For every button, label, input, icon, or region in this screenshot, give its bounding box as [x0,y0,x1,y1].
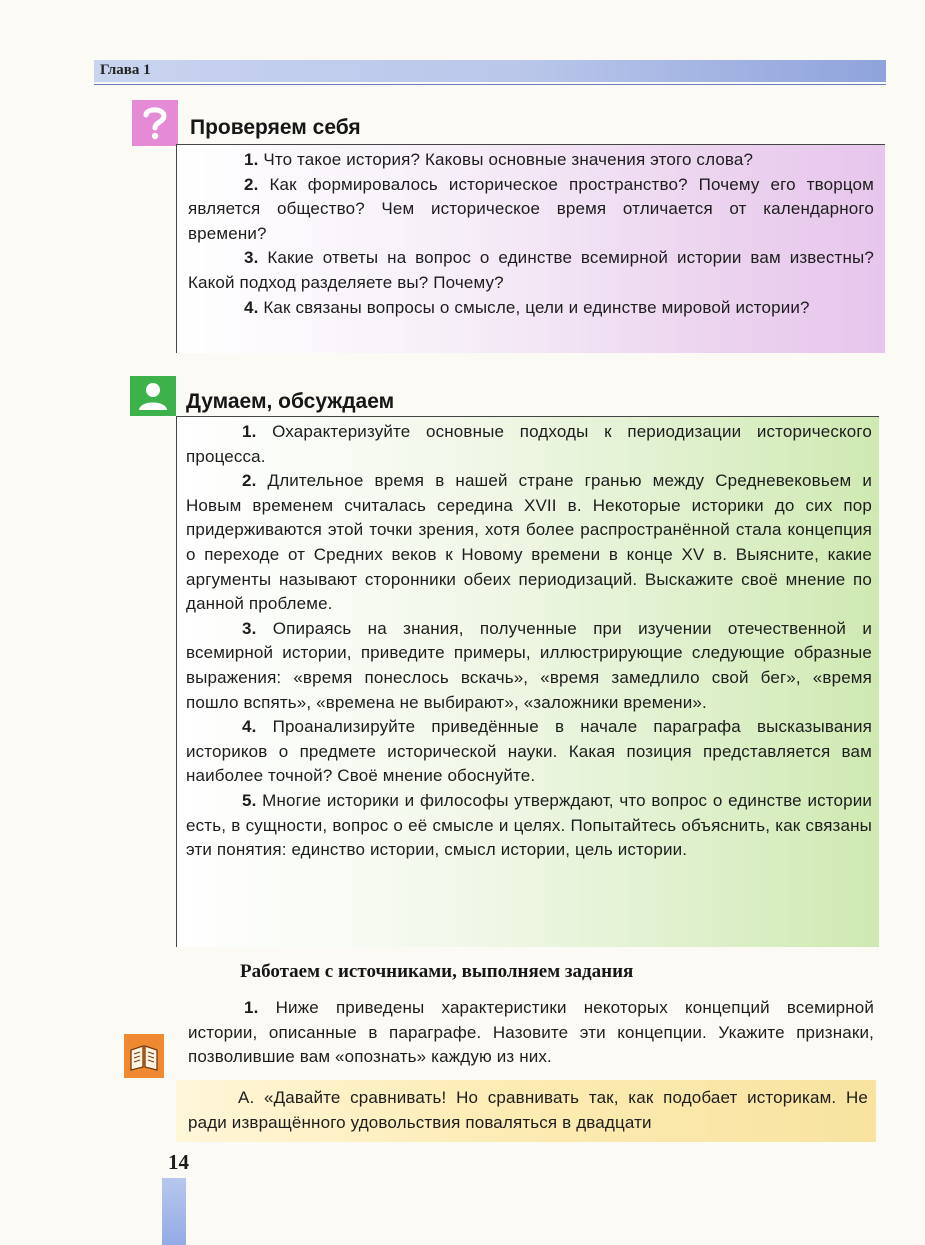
check-section-icon-box [132,100,178,146]
book-icon [128,1040,160,1072]
task-item: 1. Ниже приведены характеристики некоторых концепций всемирной истории, описанные в параграфе. Назовите эти концепции. Укажите признаки, позволившие вам «опознать» каждую из них. [188,998,874,1067]
discuss-questions [186,420,872,863]
page-number: 14 [168,1150,189,1174]
check-section-title: Проверяем себя [190,116,361,139]
sources-section-title: Работаем с источниками, выполняем задания [240,961,634,982]
question-item: 2. Длительное время в нашей стране гранью между Средневековьем и Новым временем считалась середина XVII в. Некоторые историки до сих пор придерживаются этой точки зрения, хотя более распространённой стала концепция о переходе от Средних веков к Новому времени в конце XV в. Выясните, какие аргументы называют сторонники обеих периодизаций. Выскажите своё мнение по данной проблеме. [186,471,872,614]
chapter-header-bar [94,60,886,82]
discuss-section-title: Думаем, обсуждаем [186,390,395,413]
discuss-section-icon-box [130,376,176,416]
question-mark-icon [140,105,170,141]
question-item: 1. Что такое история? Каковы основные значения этого слова? [244,150,754,169]
quote-text: А. «Давайте сравнивать! Но сравнивать так, как подобает историкам. Не ради извращённого удовольствия поваляться в двадцати [188,1088,868,1132]
header-rule [94,84,886,85]
question-item: 2. Как формировалось историческое пространство? Почему его творцом является общество? Чем историческое время отличается от календарного времени? [188,174,874,243]
person-icon [136,380,170,412]
question-item: 5. Многие историки и философы утверждают, что вопрос о единстве истории есть, в сущности, вопрос о её смысле и целях. Попытайтесь объяснить, как связаны эти понятия: единство истории, смысл истории, цель истории. [186,790,872,860]
sources-task [188,996,874,1070]
question-item: 4. Как связаны вопросы о смысле, цели и единстве мировой истории? [244,297,810,317]
question-item: 3. Какие ответы на вопрос о единстве всемирной истории вам известны? Какой подход разделяете вы? Почему? [188,248,874,292]
page-side-strip [162,1178,186,1245]
question-item: 4. Проанализируйте приведённые в начале параграфа высказывания историков о предмете исторической науки. Какая позиция представляется вам наиболее точной? Своё мнение обоснуйте. [186,717,872,786]
question-item: 3. Опираясь на знания, полученные при изучении отечественной и всемирной истории, приведите примеры, иллюстрирующие следующие образные выражения: «время понеслось вскачь», «время замедлило свой бег», «время пошло вспять», «времена не выбирают», «заложники времени». [186,618,872,712]
question-item: 1. Охарактеризуйте основные подходы к периодизации исторического процесса. [186,422,872,466]
check-questions [188,148,874,320]
sources-section-icon-box [124,1034,164,1078]
quote-text-block [188,1086,868,1135]
chapter-label: Глава 1 [100,62,151,78]
